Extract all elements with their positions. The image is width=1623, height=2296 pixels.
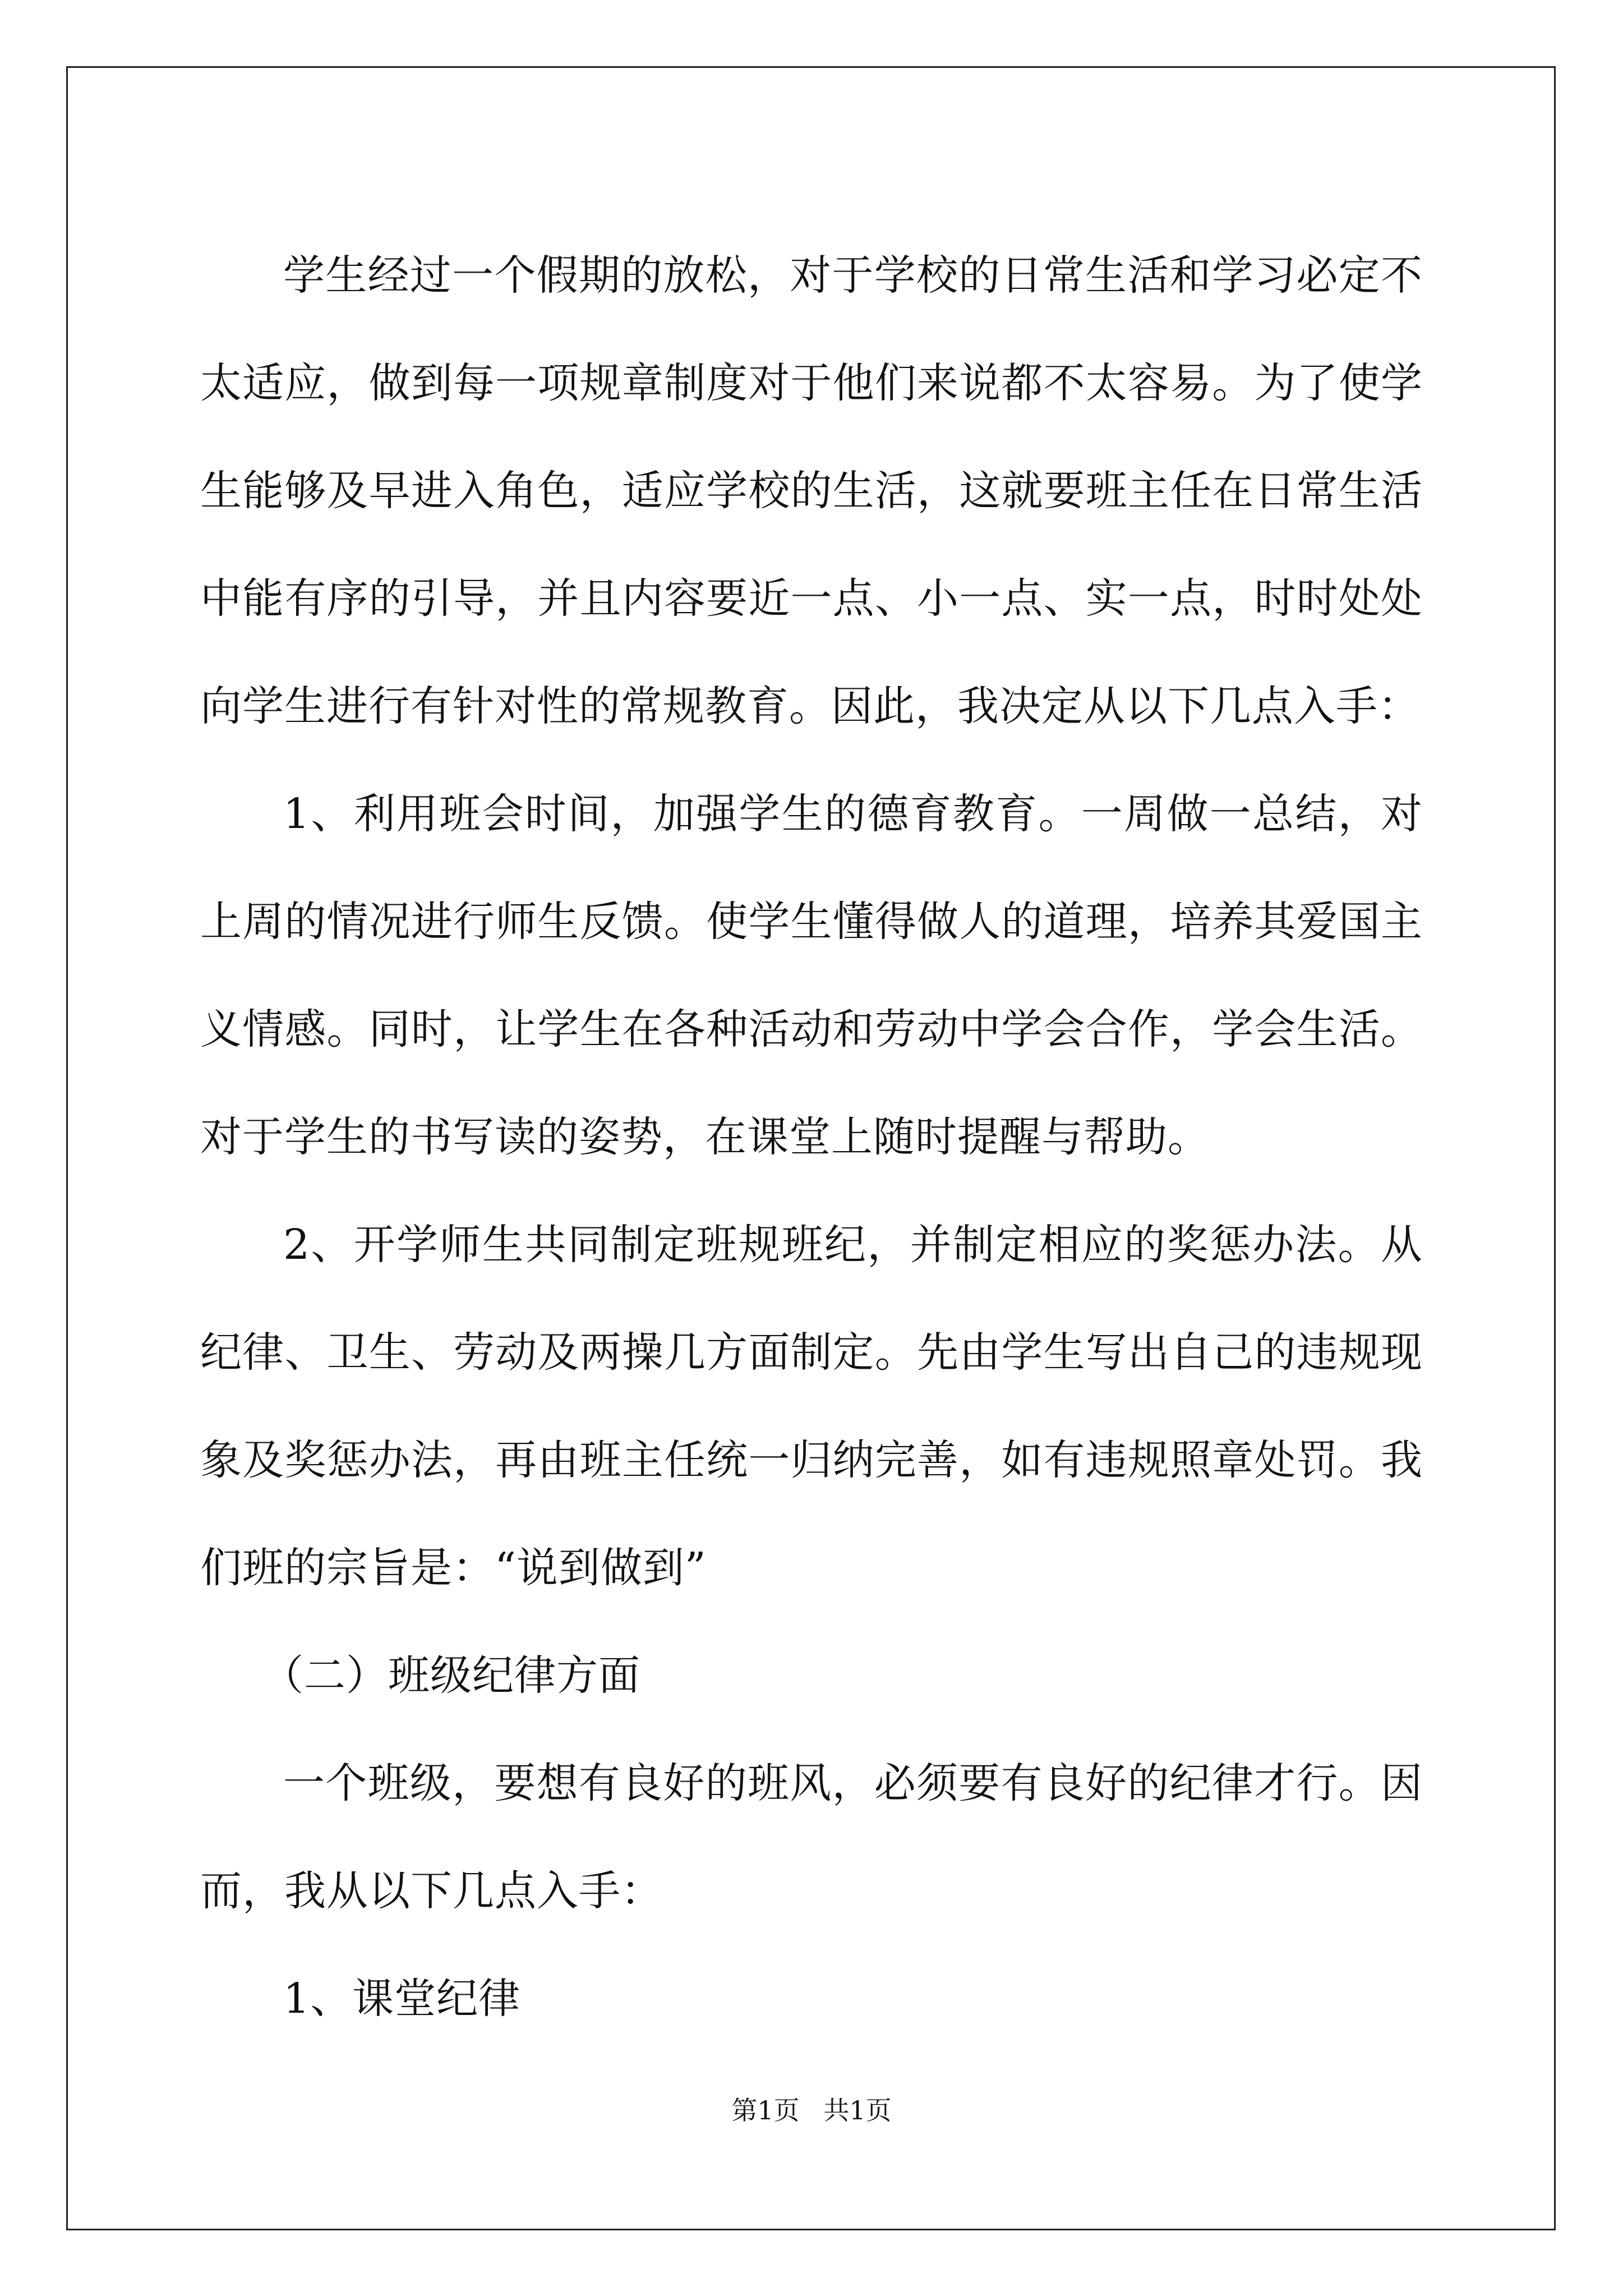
paragraph-classroom-discipline: 1、课堂纪律 — [283, 1975, 521, 2023]
page-number: 第1页 — [731, 2095, 800, 2125]
document-body — [200, 222, 1423, 2053]
paragraph-intro: 学生经过一个假期的放松，对于学校的日常生活和学习必定不太适应，做到每一项规章制度对于他们来说都不太容易。为了使学生能够及早进入角色，适应学校的生活，这就要班主任在日常生活中能有序的引导，并且内容要近一点、小一点、实一点，时时处处向学生进行有针对性的常规教育。因此，我决定从以下几点入手： — [200, 251, 1423, 730]
paragraph-point-2: 2、开学师生共同制定班规班纪，并制定相应的奖惩办法。从纪律、卫生、劳动及两操几方面制定。先由学生写出自己的违规现象及奖惩办法，再由班主任统一归纳完善，如有违规照章处罚。我们班的宗旨是：“说到做到” — [200, 1221, 1423, 1592]
page-total: 共1页 — [823, 2095, 892, 2125]
paragraph-point-1: 1、利用班会时间，加强学生的德育教育。一周做一总结，对上周的情况进行师生反馈。使学生懂得做人的道理，培养其爱国主义情感。同时，让学生在各种活动和劳动中学会合作，学会生活。对于学生的书写读的姿势，在课堂上随时提醒与帮助。 — [200, 790, 1423, 1161]
page-footer — [0, 2093, 1623, 2127]
section-heading-discipline: （二）班级纪律方面 — [262, 1651, 640, 1700]
paragraph-discipline-intro: 一个班级，要想有良好的班风，必须要有良好的纪律才行。因而，我从以下几点入手： — [200, 1759, 1423, 1915]
